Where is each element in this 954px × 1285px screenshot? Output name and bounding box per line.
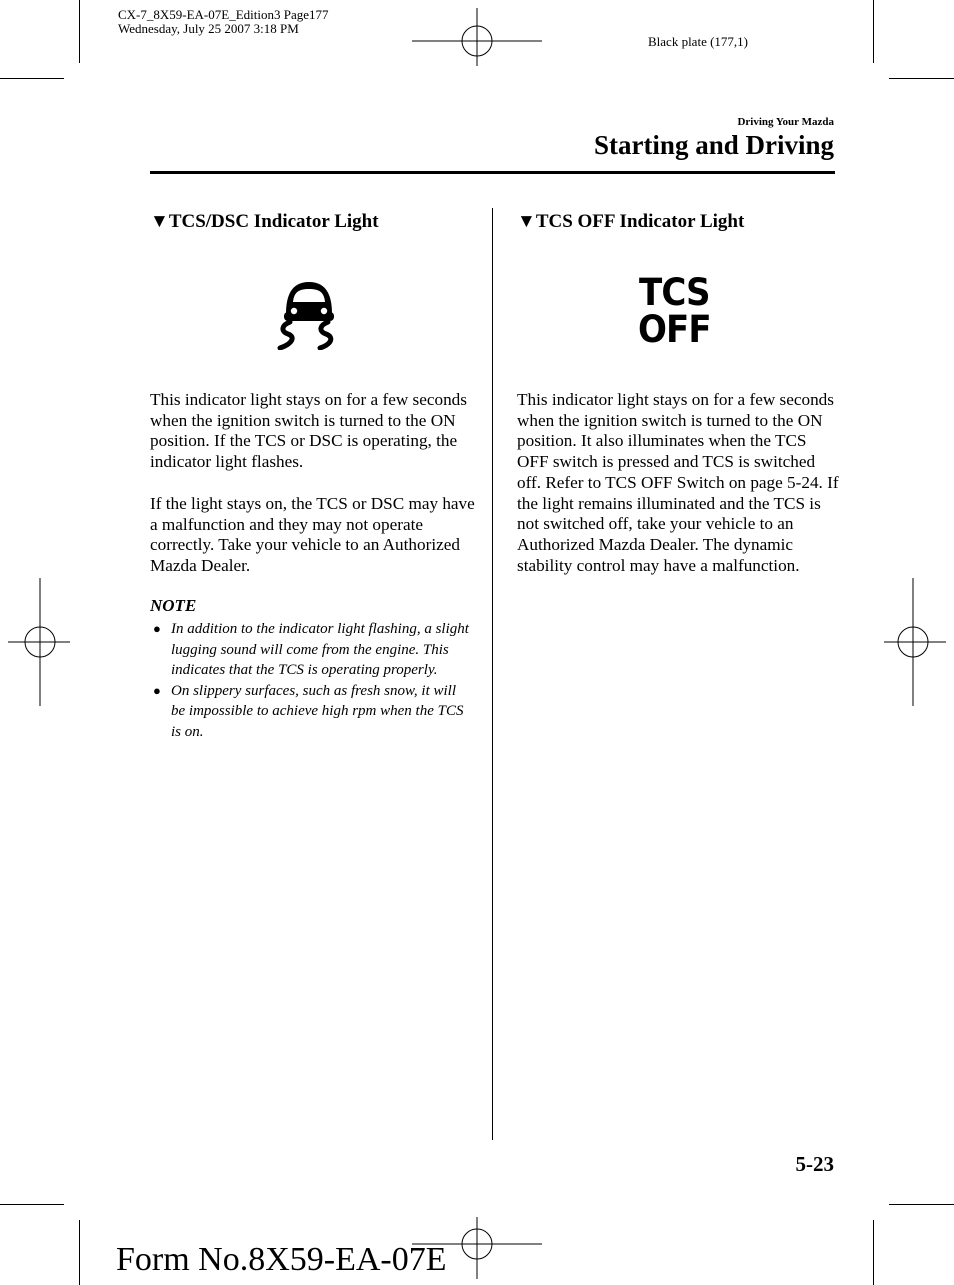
registration-mark-left [8,578,70,706]
print-metadata-line1: CX-7_8X59-EA-07E_Edition3 Page177 [118,7,329,22]
tcs-dsc-skid-car-icon [276,278,342,350]
left-heading [150,211,379,233]
tcs-off-icon-line1: TCS [639,271,710,314]
page-number: 5-23 [795,1152,834,1176]
print-metadata-line2: Wednesday, July 25 2007 3:18 PM [118,21,299,36]
header-rule [150,171,835,174]
bullet-icon: ● [153,621,161,636]
form-number: Form No.8X59-EA-07E [116,1241,447,1278]
bullet-icon: ● [153,682,161,698]
crop-mark [873,0,874,63]
tcs-off-icon-line2: OFF [638,308,711,351]
triangle-marker-icon: ▼ [150,211,169,232]
note-item [150,619,470,681]
right-paragraph: This indicator light stays on for a few seconds when the ignition switch is turned to the ON position. It also illuminates when the TCS OFF switch is pressed and TCS is switched off. Refer to TCS OFF Switch on page 5-24. If the light remains illuminated and the TCS is not switched off, take your vehicle to an Authorized Mazda Dealer. The dynamic stability control may have a malfunction. [517,390,839,575]
crop-mark [889,1204,954,1205]
note-text: On slippery surfaces, such as fresh snow, it will be impossible to achieve high rpm when the TCS is on. [171,682,464,740]
registration-mark-right [884,578,946,706]
print-metadata [118,8,329,36]
tcs-off-indicator-icon [638,271,711,351]
triangle-marker-icon: ▼ [517,211,536,232]
left-heading-text: TCS/DSC Indicator Light [168,211,379,232]
crop-mark [79,0,80,63]
crop-mark [889,78,954,79]
crop-mark [0,1204,64,1205]
section-subtitle: Driving Your Mazda [737,116,834,128]
right-heading [517,211,744,233]
crop-mark [873,1220,874,1285]
note-list [150,619,470,743]
crop-mark [0,78,64,79]
section-title: Starting and Driving [593,130,834,160]
note-text: In addition to the indicator light flashing, a slight lugging sound will come from the engine. This indicates that the TCS is operating properly. [171,621,469,679]
left-paragraph-2: If the light stays on, the TCS or DSC may have a malfunction and they may not operate correctly. Take your vehicle to an Authorized Mazda Dealer. [150,494,475,576]
column-divider [492,208,493,1140]
registration-mark-top [412,8,542,66]
plate-label: Black plate (177,1) [648,34,748,49]
note-item [150,681,470,743]
note-label: NOTE [150,596,197,615]
right-heading-text: TCS OFF Indicator Light [535,211,745,232]
crop-mark [79,1220,80,1285]
left-paragraph-1: This indicator light stays on for a few seconds when the ignition switch is turned to the ON position. If the TCS or DSC is operating, the indicator light flashes. [150,390,467,472]
